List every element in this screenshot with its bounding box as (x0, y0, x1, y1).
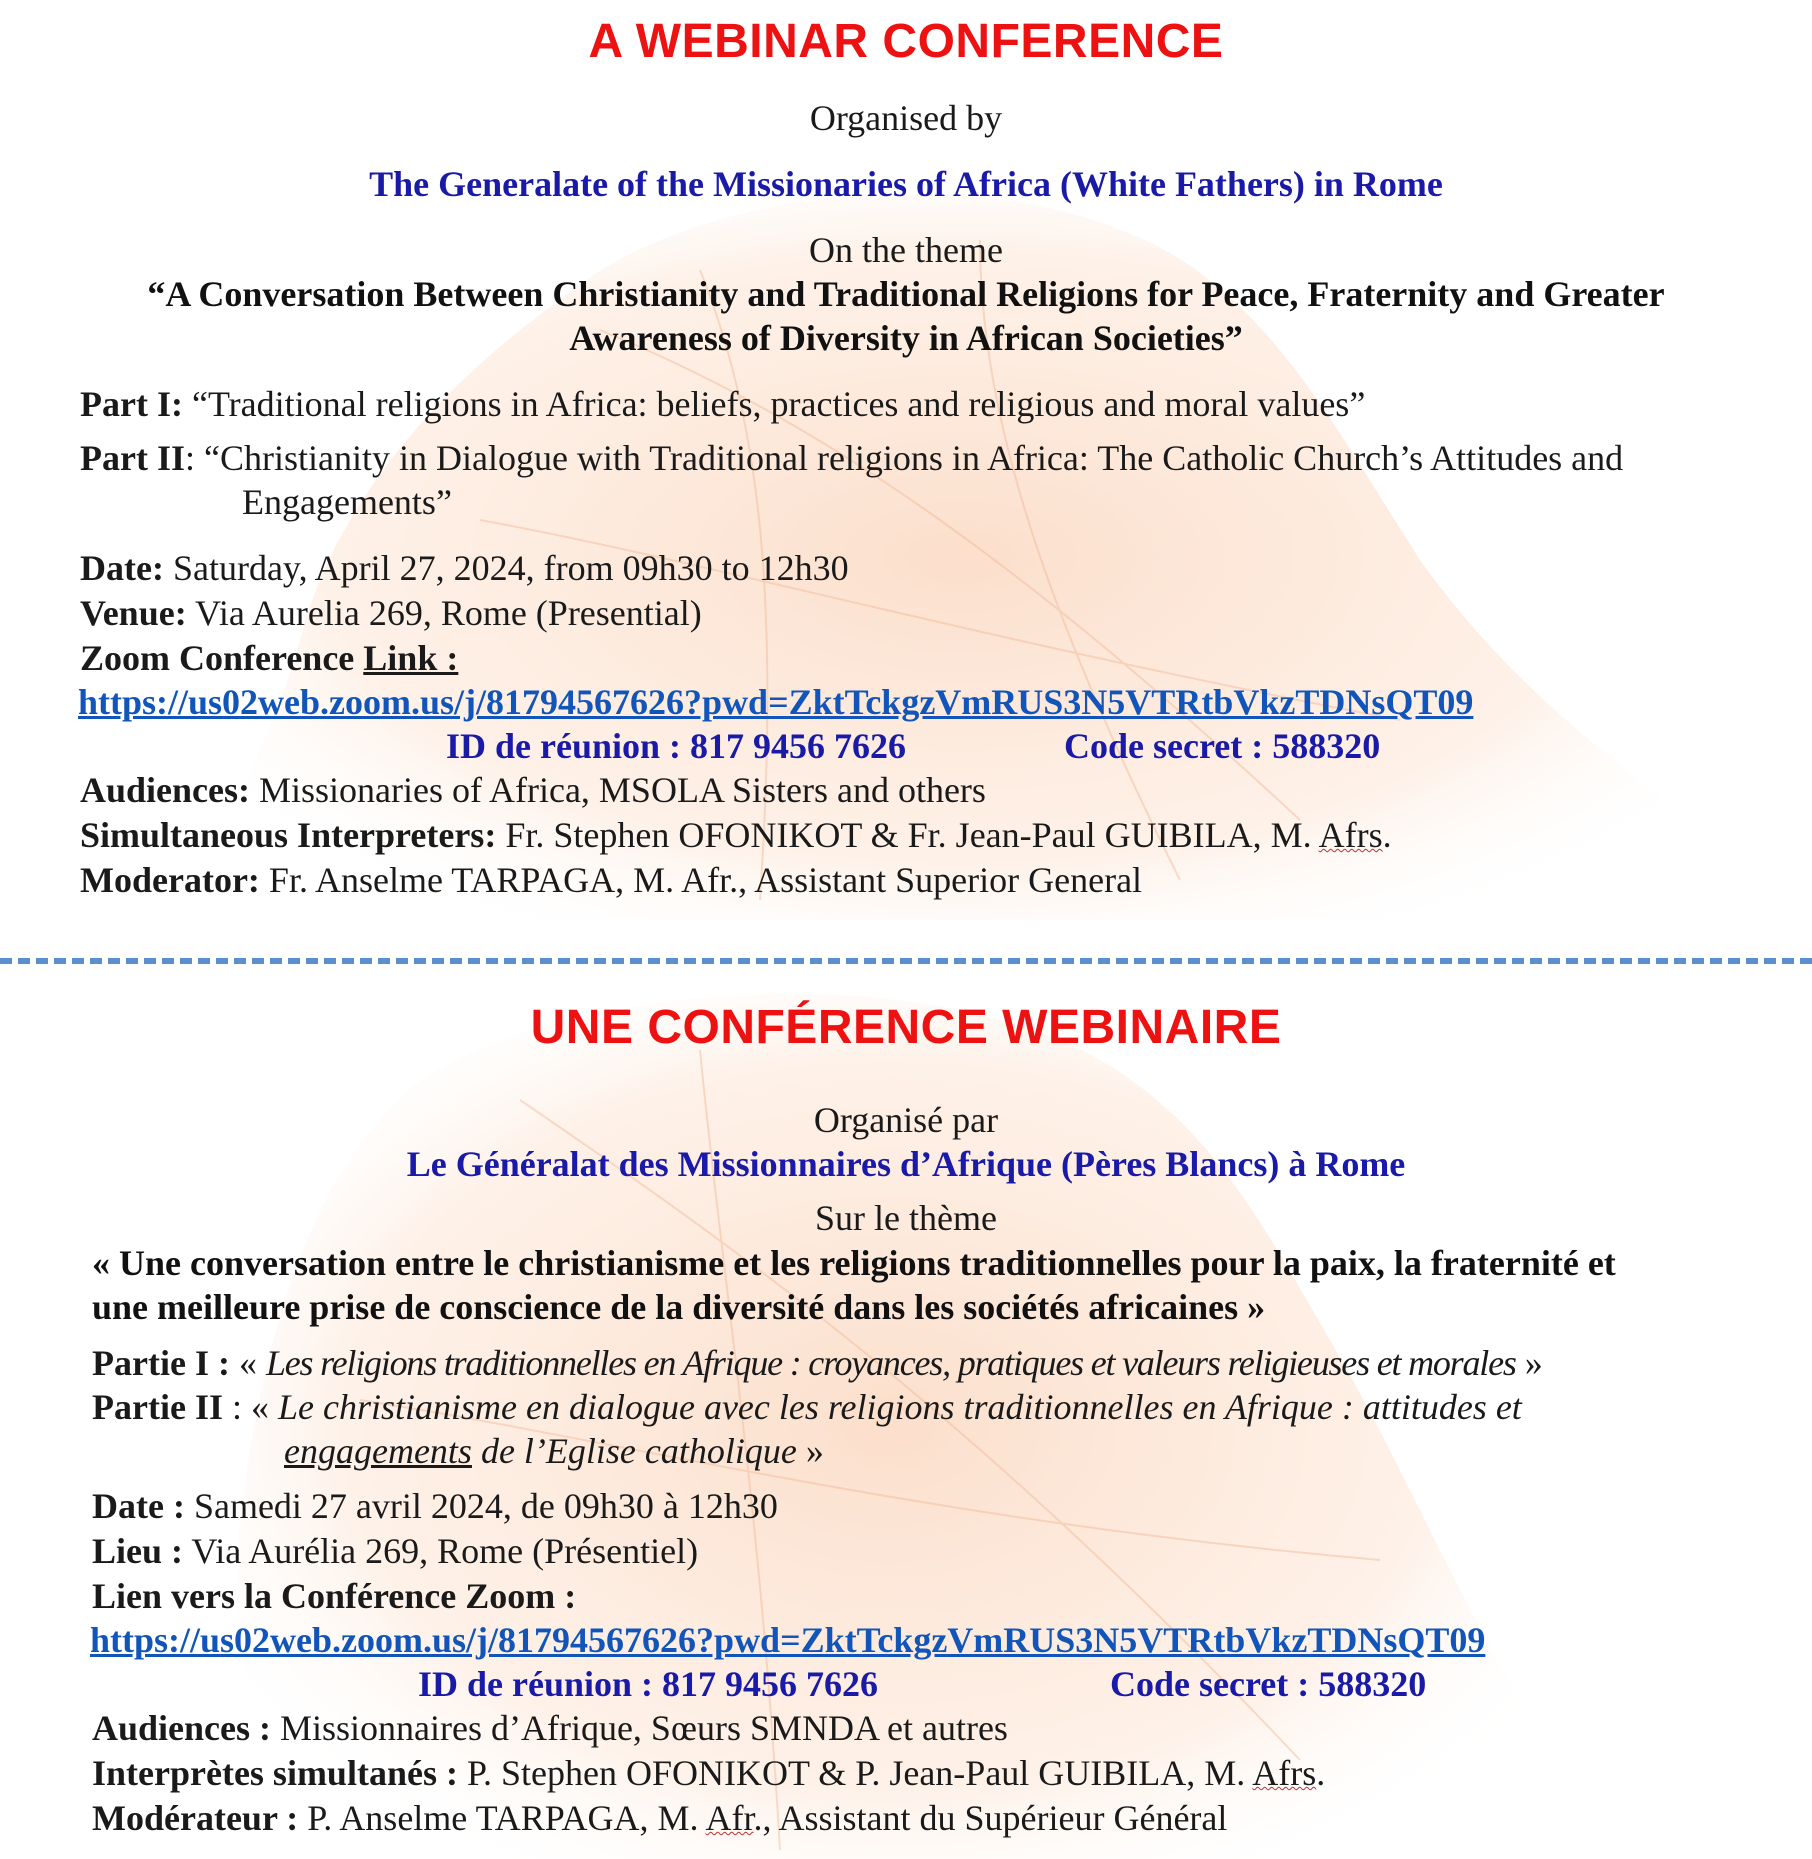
french-interpreters-label: Interprètes simultanés : (92, 1753, 458, 1793)
french-moderator-afr: Afr (705, 1798, 754, 1838)
french-audiences (92, 1706, 1008, 1750)
french-part-1-label: Partie I : (92, 1343, 230, 1383)
french-meeting-id: ID de réunion : 817 9456 7626 (418, 1664, 879, 1704)
french-moderator (92, 1796, 1227, 1840)
english-date (80, 546, 849, 590)
french-theme-intro: Sur le thème (815, 1198, 997, 1238)
english-interpreters-suffix: Afrs (1318, 815, 1383, 855)
french-part-1-open: « (229, 1343, 266, 1383)
french-theme-line-2: une meilleure prise de conscience de la diversité dans les sociétés africaines » (92, 1287, 1266, 1327)
french-part-2-open: : « (222, 1387, 278, 1427)
english-interpreters-end: . (1382, 815, 1392, 855)
section-divider (0, 958, 1812, 964)
english-zoom-label (80, 636, 458, 680)
french-date-label: Date : (92, 1486, 185, 1526)
english-zoom-label-link: Link : (363, 638, 459, 678)
french-headline: UNE CONFÉRENCE WEBINAIRE (530, 1001, 1282, 1054)
french-part-1-text: Les religions traditionnelles en Afrique : croyances, pratiques et valeurs religieuses et morales (265, 1343, 1516, 1383)
french-zoom-link[interactable]: https://us02web.zoom.us/j/81794567626?pwd=ZktTckgzVmRUS3N5VTRtbVkzTDNsQT09 (90, 1620, 1486, 1660)
english-venue-value: Via Aurelia 269, Rome (Presential) (186, 593, 702, 633)
english-part-2-text-line-2: Engagements” (242, 482, 452, 522)
french-interpreters-value: P. Stephen OFONIKOT & P. Jean-Paul GUIBILA, M. (457, 1753, 1253, 1793)
french-interpreters (92, 1751, 1325, 1795)
english-audiences-label: Audiences: (80, 770, 250, 810)
english-announcement (0, 0, 1812, 925)
english-part-2 (80, 436, 1623, 480)
french-date-value: Samedi 27 avril 2024, de 09h30 à 12h30 (184, 1486, 778, 1526)
english-zoom-label-a: Zoom Conference (80, 638, 364, 678)
french-venue-label: Lieu : (92, 1531, 184, 1571)
french-venue (92, 1529, 698, 1573)
english-organizer: The Generalate of the Missionaries of Africa (White Fathers) in Rome (369, 164, 1443, 204)
french-venue-value: Via Aurélia 269, Rome (Présentiel) (183, 1531, 699, 1571)
french-part-2-text-line-2: de l’Eglise catholique (471, 1431, 797, 1471)
french-part-2-engagements: engagements (284, 1431, 472, 1471)
french-interpreters-suffix: Afrs (1252, 1753, 1317, 1793)
french-part-2-label: Partie II (92, 1387, 223, 1427)
english-theme-line-1: “A Conversation Between Christianity and Traditional Religions for Peace, Fraternity and Greater (147, 274, 1665, 314)
english-part-1 (80, 382, 1365, 426)
french-audiences-value: Missionnaires d’Afrique, Sœurs SMNDA et autres (271, 1708, 1008, 1748)
french-moderator-label: Modérateur : (92, 1798, 299, 1838)
french-announcement (0, 980, 1812, 1859)
french-organised-by: Organisé par (813, 1100, 999, 1140)
english-moderator (80, 858, 1142, 902)
french-part-1 (92, 1341, 1543, 1385)
english-part-1-text: “Traditional religions in Africa: beliefs, practices and religious and moral values” (182, 384, 1366, 424)
english-theme-intro: On the theme (809, 230, 1003, 270)
french-part-2-close: » (796, 1431, 824, 1471)
french-part-1-close: » (1515, 1343, 1543, 1383)
english-audiences (80, 768, 986, 812)
french-part-2 (92, 1385, 1522, 1429)
english-audiences-value: Missionaries of Africa, MSOLA Sisters and others (250, 770, 986, 810)
french-interpreters-end: . (1316, 1753, 1326, 1793)
french-part-2-text-line-1: Le christianisme en dialogue avec les religions traditionnelles en Afrique : attitudes et (277, 1387, 1522, 1427)
french-passcode: Code secret : 588320 (1110, 1664, 1427, 1704)
english-part-2-label: Part II (80, 438, 185, 478)
french-zoom-label: Lien vers la Conférence Zoom : (92, 1576, 577, 1616)
english-theme-line-2: Awareness of Diversity in African Societies” (569, 318, 1243, 358)
english-interpreters-value: Fr. Stephen OFONIKOT & Fr. Jean-Paul GUIBILA, M. (496, 815, 1319, 855)
french-moderator-value-b: ., Assistant du Supérieur Général (753, 1798, 1228, 1838)
english-zoom-link[interactable]: https://us02web.zoom.us/j/81794567626?pwd=ZktTckgzVmRUS3N5VTRtbVkzTDNsQT09 (78, 682, 1474, 722)
english-meeting-id: ID de réunion : 817 9456 7626 (446, 726, 907, 766)
english-organised-by: Organised by (809, 98, 1003, 138)
english-moderator-label: Moderator: (80, 860, 260, 900)
english-interpreters-label: Simultaneous Interpreters: (80, 815, 497, 855)
french-theme-line-1: « Une conversation entre le christianisme et les religions traditionnelles pour la paix, la fraternité et (92, 1243, 1616, 1283)
french-moderator-value-a: P. Anselme TARPAGA, M. (298, 1798, 706, 1838)
english-date-value: Saturday, April 27, 2024, from 09h30 to 12h30 (163, 548, 849, 588)
english-part-1-label: Part I: (80, 384, 183, 424)
french-part-2-line-2 (284, 1429, 824, 1473)
french-date (92, 1484, 778, 1528)
french-audiences-label: Audiences : (92, 1708, 271, 1748)
english-date-label: Date: (80, 548, 164, 588)
english-venue (80, 591, 702, 635)
english-moderator-value: Fr. Anselme TARPAGA, M. Afr., Assistant Superior General (259, 860, 1143, 900)
english-headline: A WEBINAR CONFERENCE (588, 15, 1224, 68)
french-organizer: Le Généralat des Missionnaires d’Afrique (Pères Blancs) à Rome (406, 1144, 1406, 1184)
english-passcode: Code secret : 588320 (1064, 726, 1381, 766)
english-interpreters (80, 813, 1392, 857)
english-part-2-text-line-1: : “Christianity in Dialogue with Traditional religions in Africa: The Catholic Church’s Attitudes and (184, 438, 1624, 478)
english-venue-label: Venue: (80, 593, 187, 633)
